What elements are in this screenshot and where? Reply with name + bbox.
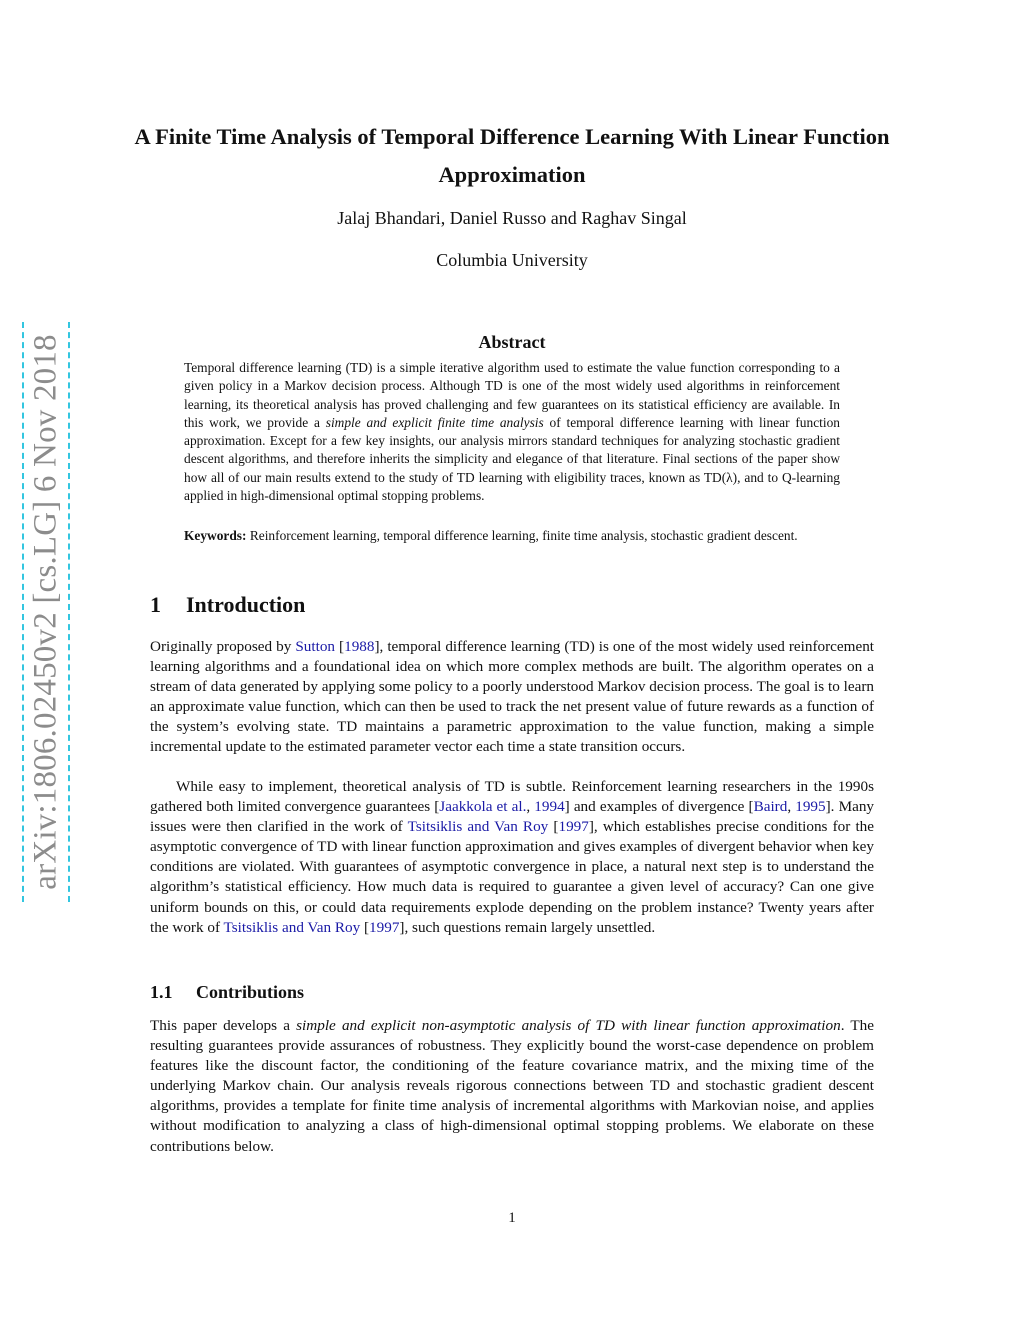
intro-paragraph-1 — [150, 637, 874, 758]
citation-link[interactable]: Baird — [753, 798, 788, 816]
citation-link[interactable]: 1995 — [795, 798, 826, 816]
paragraph-text: ] and examples of divergence [ — [564, 798, 754, 816]
section-heading-introduction — [150, 592, 305, 618]
citation-link[interactable]: Tsitsiklis and Van Roy — [407, 818, 549, 836]
citation-link[interactable]: 1994 — [534, 798, 565, 816]
intro-paragraph-2 — [150, 777, 874, 938]
paragraph-text: . The resulting guarantees provide assurances of robustness. They explicitly bound the worst-case dependence on problem features like the discount factor, the conditioning of the feature covariance matrix, and the mixing time of the underlying Markov chain. Our analysis reveals rigorous connections between TD and stochastic gradient descent algorithms, provides a template for finite time analysis of incremental algorithms with Markovian noise, and applies without modification to analyzing a class of high-dimensional optimal stopping problems. We elaborate on these contributions below. — [150, 1017, 874, 1155]
section-title: Introduction — [186, 592, 306, 617]
affiliation: Columbia University — [436, 250, 588, 270]
citation-link[interactable]: 1988 — [344, 638, 375, 655]
paragraph-text: [ — [335, 638, 345, 655]
paragraph-text: ]. Many issues were then clarified in the work of — [150, 798, 875, 836]
abstract-heading: Abstract — [478, 332, 546, 352]
page-number: 1 — [508, 1210, 516, 1226]
paragraph-text: ], which establishes precise conditions for the asymptotic convergence of TD with linear function approximation and gives examples of divergent behavior when key conditions are violated. With guarantees of asymptotic convergence in place, a natural next step is to understand the algorithm’s statistical efficiency. How much data is required to guarantee a given level of accuracy? Can one give uniform bounds on this, or could data requirements explode depending on the problem instance? Twenty years after the work of — [150, 818, 874, 936]
arxiv-sidebar-stamp[interactable] — [22, 322, 70, 902]
keywords — [184, 527, 840, 545]
paragraph-text: [ — [360, 918, 370, 936]
citation-link[interactable]: Tsitsiklis and Van Roy — [223, 918, 361, 936]
contributions-emphasis: simple and explicit non-asymptotic analysis of TD with linear function approximation — [296, 1017, 841, 1034]
paragraph-text: ], temporal difference learning (TD) is one of the most widely used reinforcement learning algorithms and a foundational idea on which more complex methods are built. The algorithm operates on a stream of data generated by applying some policy to a poorly understood Markov decision process. The goal is to learn an approximate value function, which can then be used to track the net present value of future rewards as a function of the system’s evolving state. TD maintains a parametric approximation to the value function, making a simple incremental update to the estimated parameter vector each time a state transition occurs. — [150, 638, 875, 756]
citation-link[interactable]: Jaakkola et al. — [439, 798, 527, 816]
abstract-emphasis: simple and explicit finite time analysis — [325, 414, 544, 430]
arxiv-identifier[interactable]: arXiv:1806.02450v2 [cs.LG] 6 Nov 2018 — [27, 334, 64, 890]
subsection-title: Contributions — [196, 982, 305, 1002]
abstract-body — [184, 359, 840, 505]
contributions-paragraph — [150, 1016, 874, 1157]
paragraph-text: , — [787, 798, 796, 816]
paragraph-text: , — [526, 798, 535, 816]
paragraph-text: While easy to implement, theoretical analysis of TD is subtle. Reinforcement learning researchers in the 1990s gathered both limited convergence guarantees [ — [150, 778, 874, 816]
paragraph-text: Originally proposed by — [150, 638, 296, 655]
citation-link[interactable]: 1997 — [558, 818, 589, 836]
citation-link[interactable]: Sutton — [295, 638, 336, 655]
citation-link[interactable]: 1997 — [369, 918, 400, 936]
subsection-number: 1.1 — [150, 982, 173, 1002]
section-number: 1 — [150, 592, 161, 617]
abstract-text: of temporal difference learning with linear function approximation. Except for a few key insights, our analysis mirrors standard techniques for analyzing stochastic gradient descent algorithms, and therefore inherits the simplicity and elegance of that literature. Final sections of the paper show how all of our main results extend to the study of TD learning with eligibility traces, known as TD(λ), and to Q-learning applied in high-dimensional optimal stopping problems. — [184, 414, 840, 504]
paper-title: A Finite Time Analysis of Temporal Difference Learning With Linear Function Approximation — [134, 124, 890, 187]
subsection-heading-contributions — [150, 982, 304, 1003]
paragraph-text: [ — [548, 818, 559, 836]
paragraph-text: This paper develops a — [150, 1017, 297, 1034]
abstract-text: Temporal difference learning (TD) is a simple iterative algorithm used to estimate the value function corresponding to a given policy in a Markov decision process. Although TD is one of the most widely used algorithms in reinforcement learning, its theoretical analysis has proved challenging and few guarantees on its statistical efficiency are available. In this work, we provide a — [184, 360, 840, 430]
author-list: Jalaj Bhandari, Daniel Russo and Raghav Singal — [337, 208, 687, 228]
paragraph-text: ], such questions remain largely unsettled. — [399, 918, 656, 936]
keywords-text: Reinforcement learning, temporal difference learning, finite time analysis, stochastic gradient descent. — [246, 528, 798, 543]
keywords-label: Keywords: — [184, 528, 247, 543]
